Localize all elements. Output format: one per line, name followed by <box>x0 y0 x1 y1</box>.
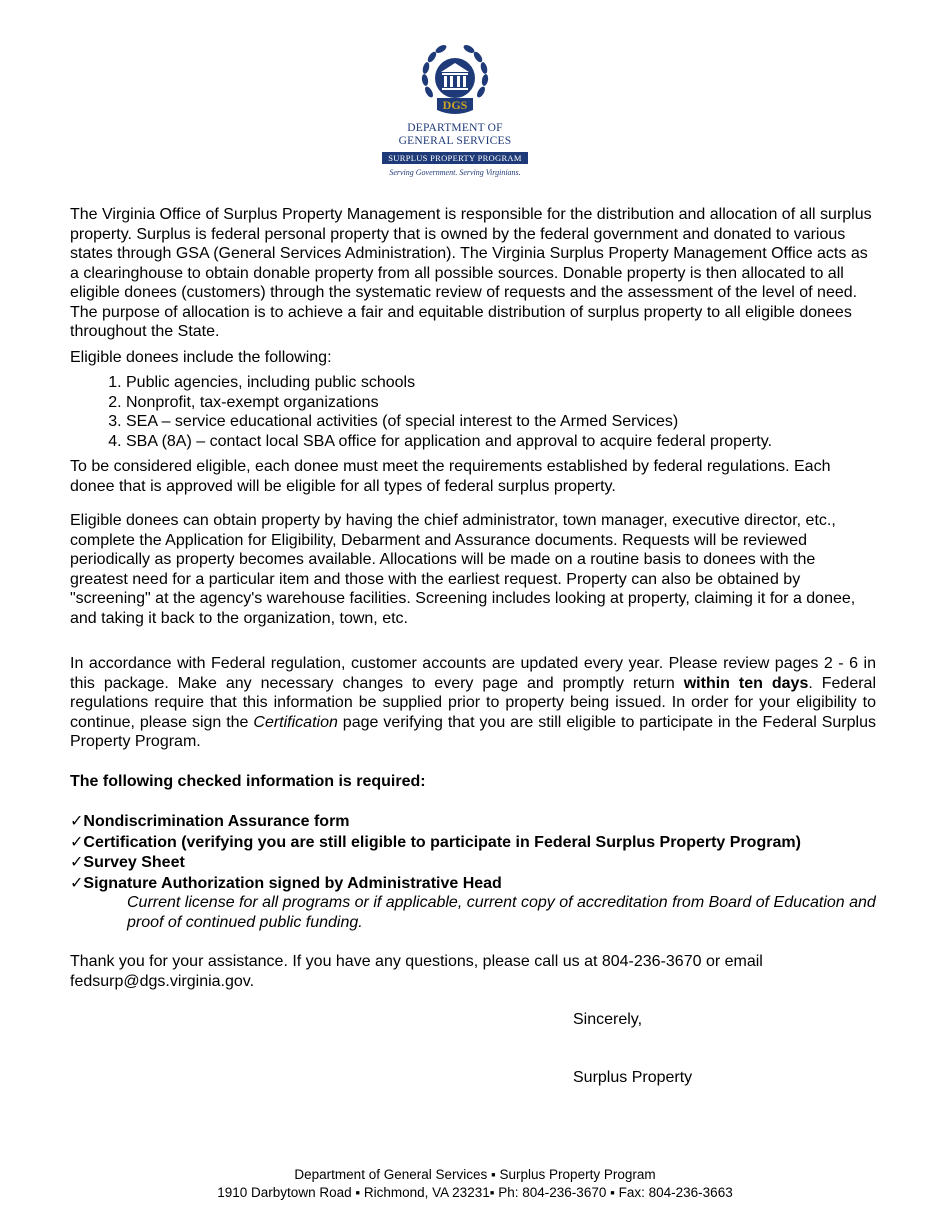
eligible-donees-list <box>70 373 876 451</box>
logo-department-line1: DEPARTMENT OF <box>407 122 503 134</box>
required-heading: The following checked information is required: <box>70 772 426 790</box>
svg-text:DGS: DGS <box>442 98 468 112</box>
checkmark-icon: ✓ <box>70 872 84 892</box>
dgs-emblem-icon <box>415 40 495 122</box>
footer-line1: Department of General Services ▪ Surplus Property Program <box>294 1167 656 1182</box>
logo-program-band: SURPLUS PROPERTY PROGRAM <box>382 152 527 164</box>
sincerely-closing: Sincerely, <box>573 1011 643 1028</box>
checklist-item: ✓Certification (verifying you are still eligible to participate in Federal Surplus Property Program) <box>70 831 801 851</box>
letter-body <box>70 205 876 1011</box>
checklist-item: ✓Survey Sheet <box>70 852 185 871</box>
accordance-paragraph: In accordance with Federal regulation, customer accounts are updated every year. Please review pages 2 - 6 in this package. Make any necessary changes to every page and promptly return within ten days. Federal regulations require that this information be supplied prior to property being issued. In order for your eligibility to continue, please sign the Certification page verifying that you are still eligible to participate in the Federal Surplus Property Program. <box>70 655 877 750</box>
checkmark-icon: ✓ <box>70 831 84 851</box>
thanks-paragraph: Thank you for your assistance. If you have any questions, please call us at 804-236-3670 or email fedsurp@dgs.virginia.gov. <box>70 953 763 990</box>
page-footer <box>0 1166 950 1202</box>
dgs-logo <box>380 40 530 180</box>
certification-emphasis: Certification <box>253 713 338 731</box>
license-note: Current license for all programs or if applicable, current copy of accreditation from Board of Education and proof of continued public funding. <box>127 894 876 931</box>
checklist-item: ✓Nondiscrimination Assurance form <box>70 811 350 830</box>
logo-department-line2: GENERAL SERVICES <box>398 135 512 147</box>
list-item: 3. SEA – service educational activities (of special interest to the Armed Services) <box>126 412 876 432</box>
requirements-paragraph: To be considered eligible, each donee must meet the requirements established by federal regulations. Each donee that is approved will be eligible for all types of federal surplus property. <box>70 458 831 495</box>
signature-name: Surplus Property <box>573 1069 693 1086</box>
intro-paragraph: The Virginia Office of Surplus Property Management is responsible for the distribution and allocation of all surplus property. Surplus is federal personal property that is owned by the federal government and donated to various states through GSA (General Services Administration). The Virginia Surplus Property Management Office acts as a clearinghouse to obtain donable property from all possible sources. Donable property is then allocated to all eligible donees (customers) through the systematic review of requests and the assessment of the level of need. The purpose of allocation is to achieve a fair and equitable distribution of surplus property to all eligible donees throughout the State. <box>70 206 872 340</box>
list-item: 1. Public agencies, including public schools <box>126 373 876 393</box>
footer-line2: 1910 Darbytown Road ▪ Richmond, VA 23231▪ Ph: 804-236-3670 ▪ Fax: 804-236-3663 <box>217 1185 733 1200</box>
checkmark-icon: ✓ <box>70 852 84 871</box>
required-checklist <box>70 811 876 893</box>
deadline-emphasis: within ten days <box>683 674 809 692</box>
logo-tagline: Serving Government. Serving Virginians. <box>389 168 521 177</box>
list-item: 2. Nonprofit, tax-exempt organizations <box>126 393 876 413</box>
obtaining-paragraph: Eligible donees can obtain property by having the chief administrator, town manager, executive director, etc., complete the Application for Eligibility, Debarment and Assurance documents. Requests will be reviewed periodically as property becomes available. Allocations will be made on a routine basis to donees with the greatest need for a particular item and those with the earliest request. Property can also be obtained by "screening" at the agency's warehouse facilities. Screening includes looking at property, claiming it for a donee, and taking it back to the organization, town, etc. <box>70 512 856 627</box>
checklist-item: ✓Signature Authorization signed by Administrative Head <box>70 872 502 892</box>
eligible-intro: Eligible donees include the following: <box>70 348 332 366</box>
list-item: 4. SBA (8A) – contact local SBA office for application and approval to acquire federal property. <box>126 432 876 452</box>
checkmark-icon: ✓ <box>70 811 84 830</box>
